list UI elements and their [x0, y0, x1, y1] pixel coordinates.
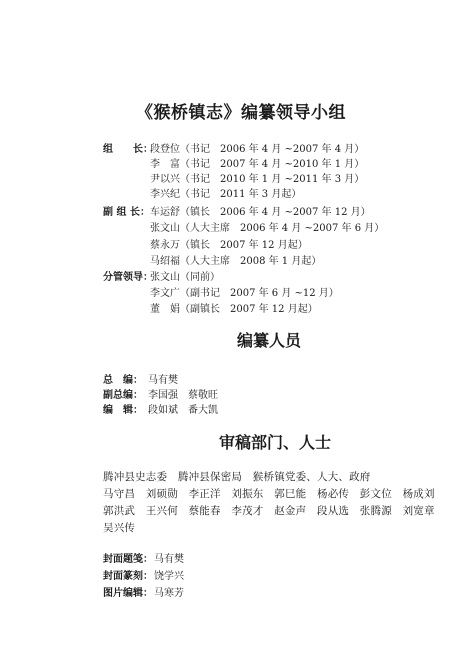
- in-charge-entry: 张文山（同前）: [150, 272, 220, 283]
- deputy-leader-label: 副 组 长：: [103, 207, 150, 218]
- deputy-entry: 马绍福（人大主席 2008 年 1 月起）: [150, 256, 322, 267]
- editor-name: 李国强 蔡敬旺: [148, 390, 218, 401]
- in-charge-entry: 董 娟（副镇长 2007 年 12 月起）: [150, 304, 318, 315]
- deputy-entry: 车运舒（镇长 2006 年 4 月 ~2007 年 12 月）: [150, 207, 371, 218]
- editor-label: 副总编：: [103, 390, 143, 401]
- review-line: 吴兴传: [103, 522, 136, 534]
- review-line: 郭洪武 王兴何 蔡能春 李茂才 赵金声 段从选 张腾源 刘宽章: [103, 505, 435, 517]
- in-charge-entry: 李文广（副书记 2007 年 6 月 ~12 月）: [150, 288, 339, 299]
- review-line: 腾冲县史志委 腾冲县保密局 猴桥镇党委、人大、政府: [103, 471, 371, 483]
- editors-section-title: 编纂人员: [237, 331, 302, 350]
- credit-label: 封面篆刻：: [103, 571, 153, 582]
- leader-entry: 李 富（书记 2007 年 4 月 ~2010 年 1 月）: [150, 159, 365, 170]
- leader-entry: 尹以兴（书记 2010 年 1 月 ~2011 年 3 月）: [150, 174, 365, 185]
- credit-label: 封面题笺：: [103, 554, 153, 565]
- leader-label: 组 长：: [103, 144, 153, 155]
- page-title: 《猴桥镇志》编纂领导小组: [136, 103, 346, 123]
- in-charge-label: 分管领导：: [103, 272, 153, 283]
- leader-entry: 段登位（书记 2006 年 4 月 ~2007 年 4 月）: [150, 144, 365, 155]
- leader-entry: 李兴纪（书记 2011 年 3 月起）: [150, 189, 302, 200]
- review-line: 马守昌 刘硕勋 李正洋 刘振东 郭巳能 杨必传 彭文位 杨成刘: [103, 488, 435, 500]
- editor-label: 编 辑：: [103, 405, 143, 416]
- deputy-entry: 张文山（人大主席 2006 年 4 月 ~2007 年 6 月）: [150, 223, 385, 234]
- deputy-entry: 蔡永万（镇长 2007 年 12 月起）: [150, 240, 308, 251]
- editor-name: 段如斌 番大凯: [148, 405, 218, 416]
- credit-label: 图片编辑：: [103, 588, 153, 599]
- editor-label: 总 编：: [103, 375, 143, 386]
- review-section-title: 审稿部门、人士: [219, 433, 332, 452]
- editor-name: 马有樊: [148, 375, 178, 386]
- credit-value: 饶学兴: [154, 571, 184, 582]
- credit-value: 马有樊: [154, 554, 184, 565]
- credit-value: 马寒芳: [154, 588, 184, 599]
